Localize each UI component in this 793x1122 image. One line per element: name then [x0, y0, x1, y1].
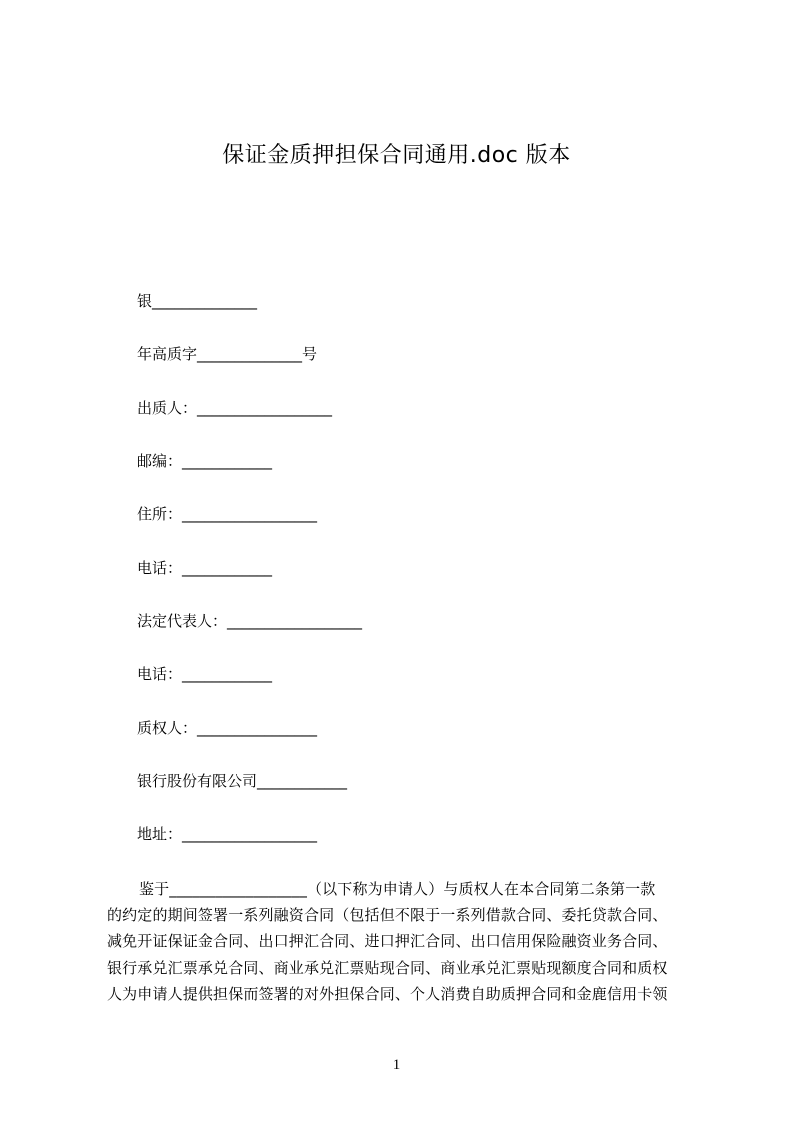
field-site-address: 地址：__________________	[137, 825, 318, 843]
paragraph-line: 鉴于__________________（以下称为申请人）与质权人在本合同第二条第一款	[139, 880, 656, 898]
field-bank: 银______________	[137, 292, 258, 310]
paragraph-line: 人为申请人提供担保而签署的对外担保合同、个人消费自助质押合同和金鹿信用卡领	[107, 984, 668, 1003]
paragraph-line: 减免开证保证金合同、出口押汇合同、进口押汇合同、出口信用保险融资业务合同、	[107, 932, 668, 951]
field-legal-representative: 法定代表人：__________________	[137, 612, 363, 630]
field-address: 住所：__________________	[137, 505, 318, 523]
field-pledgee: 质权人：________________	[137, 719, 318, 737]
field-bank-company: 银行股份有限公司____________	[137, 772, 348, 790]
body-paragraph	[107, 876, 707, 1007]
field-phone: 电话：____________	[137, 559, 273, 577]
field-phone-2: 电话：____________	[137, 665, 273, 683]
field-pledgor: 出质人：__________________	[137, 399, 333, 417]
field-contract-number: 年高质字______________号	[137, 345, 318, 363]
paragraph-line: 的约定的期间签署一系列融资合同（包括但不限于一系列借款合同、委托贷款合同、	[107, 906, 668, 925]
page-number: 1	[392, 1057, 401, 1073]
paragraph-line: 银行承兑汇票承兑合同、商业承兑汇票贴现合同、商业承兑汇票贴现额度合同和质权	[107, 958, 668, 977]
document-title: 保证金质押担保合同通用.doc 版本	[222, 143, 571, 168]
field-postcode: 邮编：____________	[137, 452, 273, 470]
